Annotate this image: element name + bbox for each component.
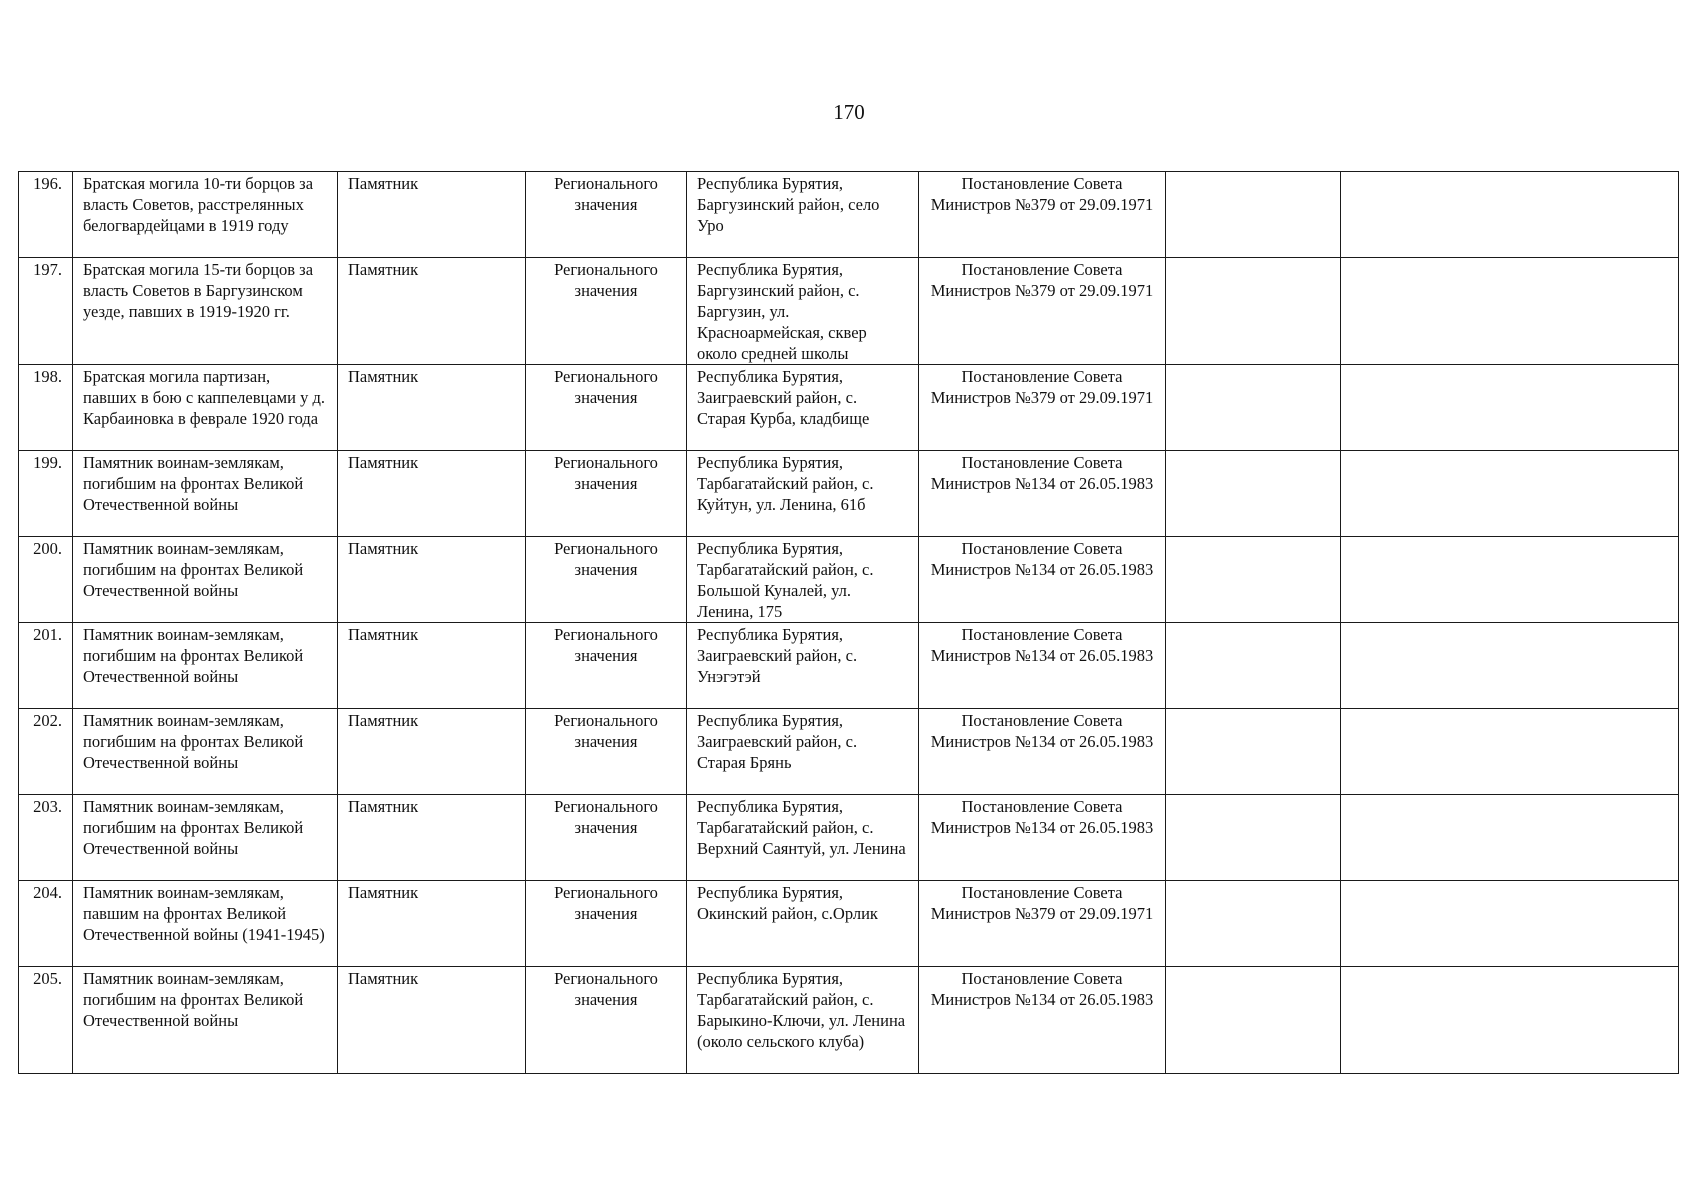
monument-location: Республика Бурятия, Тарбагатайский район, с. Верхний Саянтуй, ул. Ленина xyxy=(687,795,919,881)
monument-location: Республика Бурятия, Окинский район, с.Орлик xyxy=(687,881,919,967)
monument-decree: Постановление Совета Министров №134 от 26.05.1983 xyxy=(919,967,1166,1074)
row-number: 200. xyxy=(19,537,73,623)
row-number: 196. xyxy=(19,172,73,258)
empty-cell-2 xyxy=(1341,967,1679,1074)
monument-decree: Постановление Совета Министров №134 от 26.05.1983 xyxy=(919,537,1166,623)
monument-name: Памятник воинам-землякам, погибшим на фронтах Великой Отечественной войны xyxy=(73,967,338,1074)
monument-decree: Постановление Совета Министров №379 от 29.09.1971 xyxy=(919,172,1166,258)
table-row xyxy=(19,451,1679,537)
monument-name: Памятник воинам-землякам, погибшим на фронтах Великой Отечественной войны xyxy=(73,709,338,795)
monument-type: Памятник xyxy=(338,709,526,795)
table-row xyxy=(19,172,1679,258)
monument-category: Регионального значения xyxy=(526,451,687,537)
monument-decree: Постановление Совета Министров №134 от 26.05.1983 xyxy=(919,451,1166,537)
monument-category: Регионального значения xyxy=(526,709,687,795)
monument-decree: Постановление Совета Министров №379 от 29.09.1971 xyxy=(919,881,1166,967)
row-number: 203. xyxy=(19,795,73,881)
monument-type: Памятник xyxy=(338,451,526,537)
monument-type: Памятник xyxy=(338,537,526,623)
monument-decree: Постановление Совета Министров №134 от 26.05.1983 xyxy=(919,623,1166,709)
monument-location: Республика Бурятия, Баргузинский район, с. Баргузин, ул. Красноармейская, сквер около средней школы xyxy=(687,258,919,365)
monument-type: Памятник xyxy=(338,623,526,709)
empty-cell-2 xyxy=(1341,795,1679,881)
monument-category: Регионального значения xyxy=(526,537,687,623)
table-row xyxy=(19,967,1679,1074)
empty-cell-2 xyxy=(1341,623,1679,709)
monuments-table-body xyxy=(19,172,1679,1074)
monument-type: Памятник xyxy=(338,967,526,1074)
empty-cell-1 xyxy=(1166,537,1341,623)
empty-cell-1 xyxy=(1166,709,1341,795)
monument-location: Республика Бурятия, Тарбагатайский район, с. Большой Куналей, ул. Ленина, 175 xyxy=(687,537,919,623)
row-number: 205. xyxy=(19,967,73,1074)
monument-category: Регионального значения xyxy=(526,623,687,709)
empty-cell-2 xyxy=(1341,451,1679,537)
monument-decree: Постановление Совета Министров №134 от 26.05.1983 xyxy=(919,795,1166,881)
monument-name: Братская могила 15-ти борцов за власть Советов в Баргузинском уезде, павших в 1919-1920 гг. xyxy=(73,258,338,365)
monument-category: Регионального значения xyxy=(526,881,687,967)
empty-cell-2 xyxy=(1341,365,1679,451)
table-row xyxy=(19,365,1679,451)
monument-type: Памятник xyxy=(338,365,526,451)
row-number: 197. xyxy=(19,258,73,365)
row-number: 204. xyxy=(19,881,73,967)
monument-name: Братская могила партизан, павших в бою с каппелевцами у д. Карбаиновка в феврале 1920 года xyxy=(73,365,338,451)
monument-location: Республика Бурятия, Заиграевский район, с. Старая Курба, кладбище xyxy=(687,365,919,451)
monument-location: Республика Бурятия, Заиграевский район, с. Старая Брянь xyxy=(687,709,919,795)
table-row xyxy=(19,795,1679,881)
empty-cell-1 xyxy=(1166,172,1341,258)
empty-cell-1 xyxy=(1166,623,1341,709)
empty-cell-2 xyxy=(1341,537,1679,623)
monument-category: Регионального значения xyxy=(526,967,687,1074)
monument-location: Республика Бурятия, Баргузинский район, село Уро xyxy=(687,172,919,258)
monument-category: Регионального значения xyxy=(526,795,687,881)
monument-decree: Постановление Совета Министров №379 от 29.09.1971 xyxy=(919,258,1166,365)
monument-name: Памятник воинам-землякам, погибшим на фронтах Великой Отечественной войны xyxy=(73,623,338,709)
monument-name: Памятник воинам-землякам, павшим на фронтах Великой Отечественной войны (1941-1945) xyxy=(73,881,338,967)
empty-cell-1 xyxy=(1166,451,1341,537)
empty-cell-1 xyxy=(1166,795,1341,881)
empty-cell-2 xyxy=(1341,709,1679,795)
row-number: 202. xyxy=(19,709,73,795)
empty-cell-1 xyxy=(1166,967,1341,1074)
table-row xyxy=(19,709,1679,795)
empty-cell-1 xyxy=(1166,881,1341,967)
monument-name: Братская могила 10-ти борцов за власть Советов, расстрелянных белогвардейцами в 1919 году xyxy=(73,172,338,258)
table-row xyxy=(19,258,1679,365)
table-row xyxy=(19,537,1679,623)
empty-cell-1 xyxy=(1166,258,1341,365)
monument-name: Памятник воинам-землякам, погибшим на фронтах Великой Отечественной войны xyxy=(73,537,338,623)
monument-name: Памятник воинам-землякам, погибшим на фронтах Великой Отечественной войны xyxy=(73,795,338,881)
row-number: 199. xyxy=(19,451,73,537)
empty-cell-2 xyxy=(1341,258,1679,365)
monument-type: Памятник xyxy=(338,795,526,881)
monument-category: Регионального значения xyxy=(526,172,687,258)
row-number: 198. xyxy=(19,365,73,451)
monument-location: Республика Бурятия, Тарбагатайский район, с. Барыкино-Ключи, ул. Ленина (около сельского клуба) xyxy=(687,967,919,1074)
empty-cell-2 xyxy=(1341,881,1679,967)
monument-type: Памятник xyxy=(338,258,526,365)
table-row xyxy=(19,881,1679,967)
page-number: 170 xyxy=(833,100,865,124)
row-number: 201. xyxy=(19,623,73,709)
monument-type: Памятник xyxy=(338,172,526,258)
monument-type: Памятник xyxy=(338,881,526,967)
table-row xyxy=(19,623,1679,709)
monuments-table xyxy=(18,171,1679,1074)
monument-category: Регионального значения xyxy=(526,365,687,451)
monument-name: Памятник воинам-землякам, погибшим на фронтах Великой Отечественной войны xyxy=(73,451,338,537)
empty-cell-1 xyxy=(1166,365,1341,451)
monument-location: Республика Бурятия, Тарбагатайский район, с. Куйтун, ул. Ленина, 61б xyxy=(687,451,919,537)
monument-location: Республика Бурятия, Заиграевский район, с. Унэгэтэй xyxy=(687,623,919,709)
monument-decree: Постановление Совета Министров №379 от 29.09.1971 xyxy=(919,365,1166,451)
monument-decree: Постановление Совета Министров №134 от 26.05.1983 xyxy=(919,709,1166,795)
empty-cell-2 xyxy=(1341,172,1679,258)
monument-category: Регионального значения xyxy=(526,258,687,365)
